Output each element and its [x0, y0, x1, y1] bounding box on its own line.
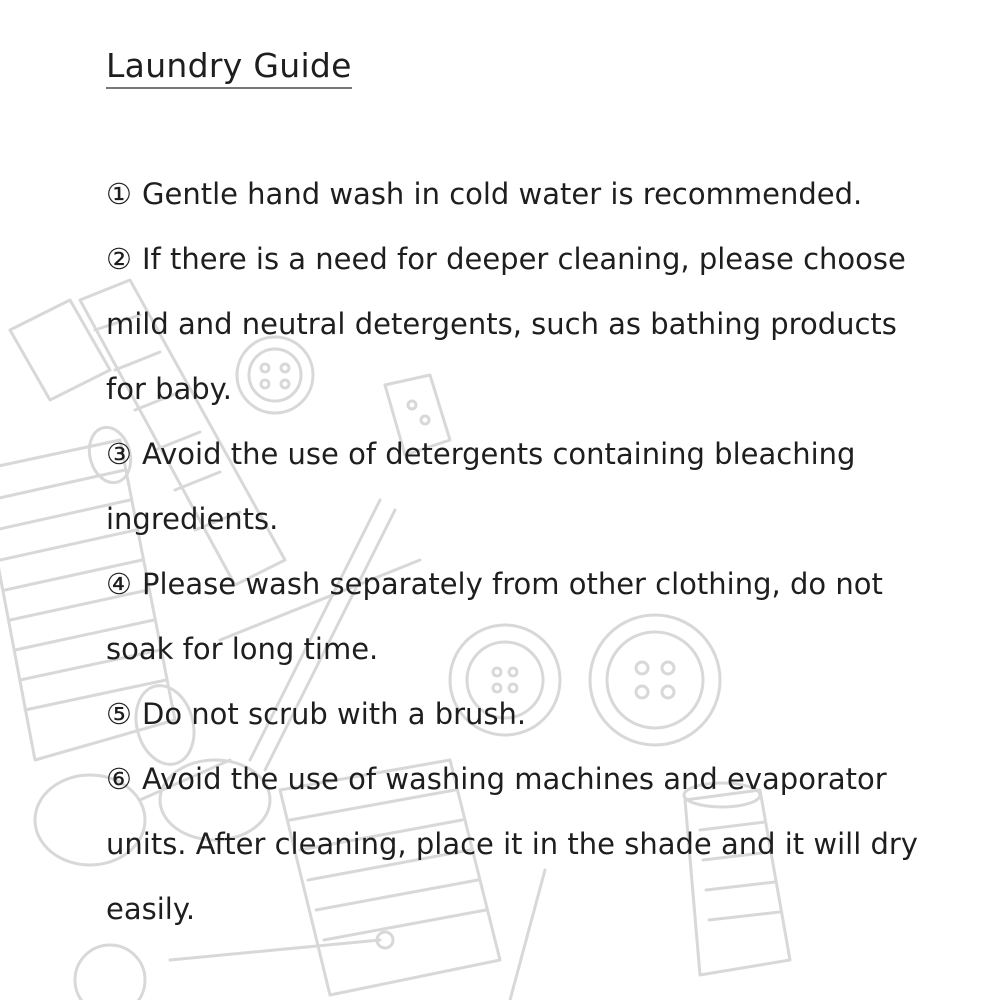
list-item — [106, 422, 926, 552]
item-text: Please wash separately from other clothing, do not soak for long time. — [106, 567, 883, 666]
list-item — [106, 162, 926, 227]
item-text: Avoid the use of washing machines and evaporator units. After cleaning, place it in the shade and it will dry easily. — [106, 762, 918, 926]
item-text: If there is a need for deeper cleaning, please choose mild and neutral detergents, such as bathing products for baby. — [106, 242, 906, 406]
item-text: Gentle hand wash in cold water is recommended. — [142, 177, 863, 211]
list-item — [106, 747, 926, 942]
item-marker: ⑤ — [106, 697, 132, 731]
list-item — [106, 227, 926, 422]
list-item — [106, 682, 926, 747]
item-text: Do not scrub with a brush. — [142, 697, 527, 731]
laundry-guide-card — [106, 46, 926, 926]
item-marker: ① — [106, 177, 132, 211]
item-marker: ③ — [106, 437, 132, 471]
item-marker: ⑥ — [106, 762, 132, 796]
page-title: Laundry Guide — [106, 46, 352, 89]
item-marker: ② — [106, 242, 132, 276]
item-marker: ④ — [106, 567, 132, 601]
item-text: Avoid the use of detergents containing bleaching ingredients. — [106, 437, 856, 536]
guide-list — [106, 162, 926, 942]
list-item — [106, 552, 926, 682]
